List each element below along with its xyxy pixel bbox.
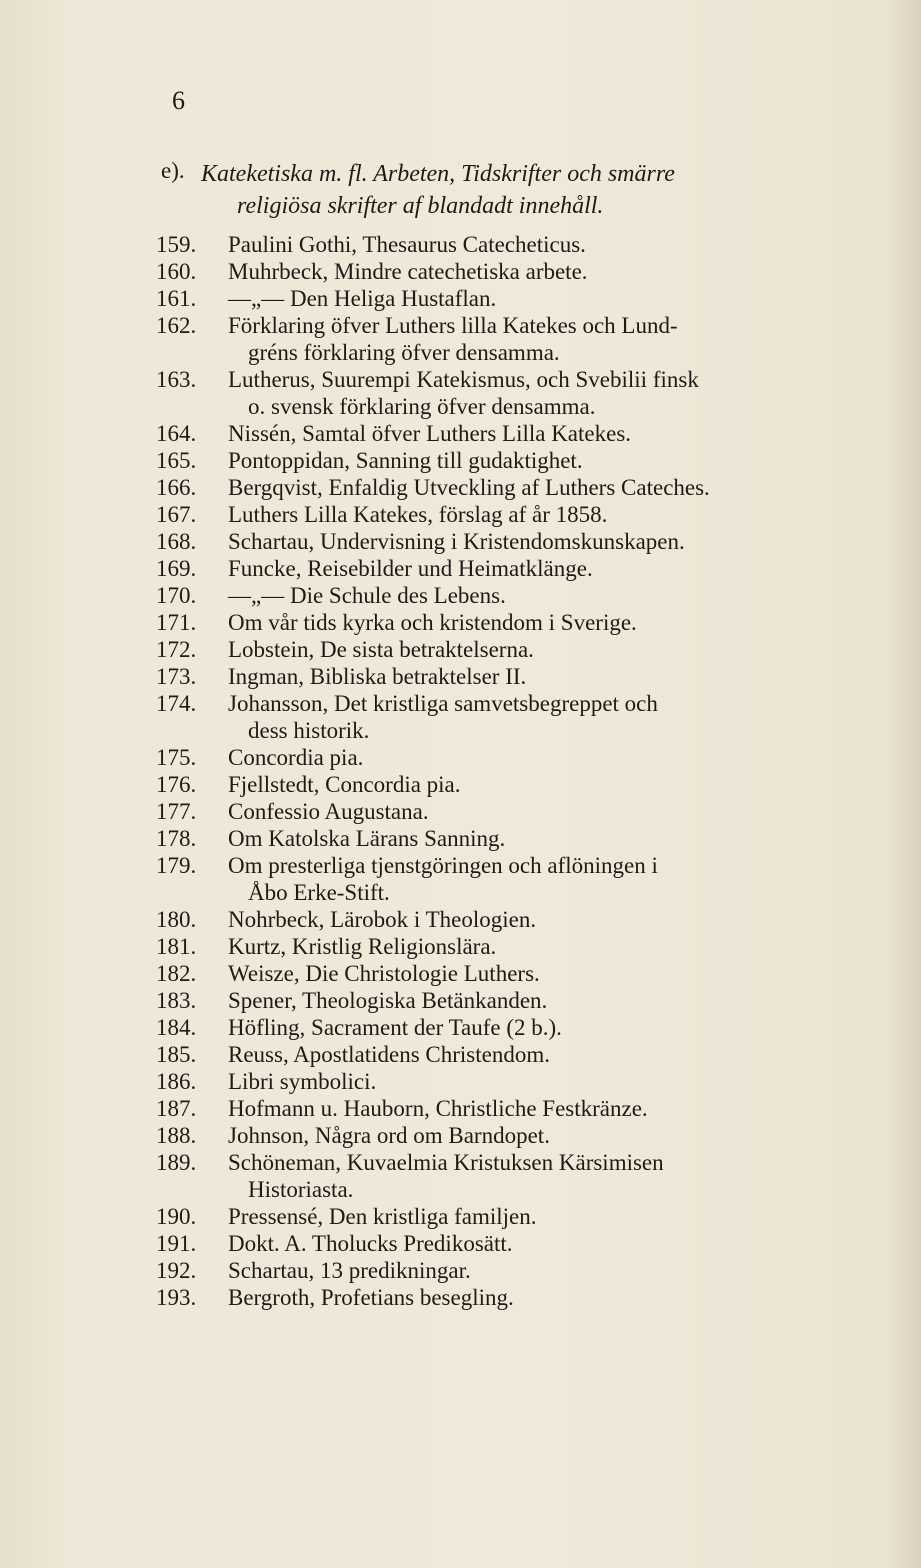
list-item: [156, 1149, 846, 1203]
entry-text: Bergqvist, Enfaldig Utveckling af Luthers Cateches.: [228, 475, 710, 500]
entry-text: Om vår tids kyrka och kristendom i Sverige.: [228, 610, 637, 635]
entry-text: Ingman, Bibliska betraktelser II.: [228, 664, 527, 689]
entry-text: Lutherus, Suurempi Katekismus, och Svebilii finsk: [228, 367, 699, 392]
entry-text: Pontoppidan, Sanning till gudaktighet.: [228, 448, 583, 473]
section-title-line-2: religiösa skrifter af blandadt innehåll.: [237, 193, 604, 219]
entry-text: Nohrbeck, Lärobok i Theologien.: [228, 907, 537, 932]
entry-text: Libri symbolici.: [228, 1069, 377, 1094]
list-item: [156, 663, 846, 690]
entry-text: Paulini Gothi, Thesaurus Catecheticus.: [228, 232, 586, 257]
entry-number: 170.: [156, 583, 197, 608]
list-item: [156, 1095, 846, 1122]
entry-number: 186.: [156, 1069, 197, 1094]
entry-number: 179.: [156, 853, 197, 878]
entry-text: Om Katolska Lärans Sanning.: [228, 826, 506, 851]
entry-text: Lobstein, De sista betraktelserna.: [228, 637, 534, 662]
entry-text: Confessio Augustana.: [228, 799, 429, 824]
list-item: [156, 366, 846, 420]
entry-text: Dokt. A. Tholucks Predikosätt.: [228, 1231, 513, 1256]
entry-number: 193.: [156, 1285, 197, 1310]
entry-number: 191.: [156, 1231, 197, 1256]
list-item: [156, 744, 846, 771]
entry-text: Höfling, Sacrament der Taufe (2 b.).: [228, 1015, 562, 1040]
entry-text: Pressensé, Den kristliga familjen.: [228, 1204, 537, 1229]
list-item: [156, 960, 846, 987]
entry-text: Schöneman, Kuvaelmia Kristuksen Kärsimisen: [228, 1150, 664, 1175]
list-item: [156, 231, 846, 258]
list-item: [156, 690, 846, 744]
list-item: [156, 1284, 846, 1311]
list-item: [156, 474, 846, 501]
entry-number: 184.: [156, 1015, 197, 1040]
list-item: [156, 258, 846, 285]
entry-text: Om presterliga tjenstgöringen och aflöningen i: [228, 853, 658, 878]
entry-continuation: Historiasta.: [248, 1177, 354, 1202]
entry-text: Nissén, Samtal öfver Luthers Lilla Katekes.: [228, 421, 632, 446]
entry-number: 181.: [156, 934, 197, 959]
entry-number: 182.: [156, 961, 197, 986]
entry-number: 167.: [156, 502, 197, 527]
list-item: [156, 906, 846, 933]
section-title-line-1: Kateketiska m. fl. Arbeten, Tidskrifter och smärre: [201, 161, 675, 187]
list-item: [156, 447, 846, 474]
section-title: [201, 158, 861, 222]
entry-number: 172.: [156, 637, 197, 662]
entry-list: [156, 231, 846, 1311]
list-item: [156, 420, 846, 447]
list-item: [156, 1230, 846, 1257]
entry-continuation: o. svensk förklaring öfver densamma.: [248, 394, 596, 419]
entry-text: Luthers Lilla Katekes, förslag af år 1858.: [228, 502, 608, 527]
list-item: [156, 771, 846, 798]
entry-number: 187.: [156, 1096, 197, 1121]
section-letter: e).: [161, 158, 185, 183]
entry-number: 164.: [156, 421, 197, 446]
list-item: [156, 933, 846, 960]
list-item: [156, 852, 846, 906]
list-item: [156, 312, 846, 366]
page-number: 6: [172, 86, 185, 115]
entry-text: Förklaring öfver Luthers lilla Katekes och Lund-: [228, 313, 678, 338]
entry-text: Bergroth, Profetians besegling.: [228, 1285, 514, 1310]
list-item: [156, 555, 846, 582]
entry-number: 177.: [156, 799, 197, 824]
list-item: [156, 582, 846, 609]
list-item: [156, 1068, 846, 1095]
entry-number: 163.: [156, 367, 197, 392]
entry-number: 180.: [156, 907, 197, 932]
entry-text: Johnson, Några ord om Barndopet.: [228, 1123, 550, 1148]
list-item: [156, 1014, 846, 1041]
list-item: [156, 1257, 846, 1284]
entry-text: Reuss, Apostlatidens Christendom.: [228, 1042, 550, 1067]
entry-continuation: gréns förklaring öfver densamma.: [248, 340, 560, 365]
entry-number: 183.: [156, 988, 197, 1013]
entry-number: 169.: [156, 556, 197, 581]
list-item: [156, 285, 846, 312]
entry-text: Concordia pia.: [228, 745, 364, 770]
entry-text: Schartau, Undervisning i Kristendomskunskapen.: [228, 529, 685, 554]
list-item: [156, 825, 846, 852]
entry-text: Funcke, Reisebilder und Heimatklänge.: [228, 556, 593, 581]
entry-number: 159.: [156, 232, 197, 257]
list-item: [156, 636, 846, 663]
entry-number: 162.: [156, 313, 197, 338]
entry-text: Fjellstedt, Concordia pia.: [228, 772, 461, 797]
entry-text: —„— Den Heliga Hustaflan.: [228, 286, 497, 311]
entry-number: 173.: [156, 664, 197, 689]
entry-number: 168.: [156, 529, 197, 554]
entry-text: Johansson, Det kristliga samvetsbegreppet och: [228, 691, 658, 716]
list-item: [156, 1122, 846, 1149]
entry-text: Muhrbeck, Mindre catechetiska arbete.: [228, 259, 588, 284]
entry-number: 166.: [156, 475, 197, 500]
entry-text: Schartau, 13 predikningar.: [228, 1258, 471, 1283]
list-item: [156, 501, 846, 528]
entry-number: 185.: [156, 1042, 197, 1067]
list-item: [156, 987, 846, 1014]
entry-number: 189.: [156, 1150, 197, 1175]
entry-text: Hofmann u. Hauborn, Christliche Festkränze.: [228, 1096, 648, 1121]
entry-number: 165.: [156, 448, 197, 473]
entry-number: 174.: [156, 691, 197, 716]
entry-number: 161.: [156, 286, 197, 311]
entry-number: 171.: [156, 610, 197, 635]
entry-number: 176.: [156, 772, 197, 797]
entry-text: Weisze, Die Christologie Luthers.: [228, 961, 540, 986]
entry-number: 175.: [156, 745, 197, 770]
entry-number: 190.: [156, 1204, 197, 1229]
entry-text: Kurtz, Kristlig Religionslära.: [228, 934, 497, 959]
list-item: [156, 609, 846, 636]
entry-continuation: Åbo Erke-Stift.: [248, 880, 390, 905]
entry-number: 188.: [156, 1123, 197, 1148]
entry-text: Spener, Theologiska Betänkanden.: [228, 988, 548, 1013]
list-item: [156, 798, 846, 825]
list-item: [156, 1041, 846, 1068]
entry-continuation: dess historik.: [248, 718, 370, 743]
entry-number: 178.: [156, 826, 197, 851]
list-item: [156, 1203, 846, 1230]
entry-number: 192.: [156, 1258, 197, 1283]
entry-number: 160.: [156, 259, 197, 284]
entry-text: —„— Die Schule des Lebens.: [228, 583, 506, 608]
list-item: [156, 528, 846, 555]
